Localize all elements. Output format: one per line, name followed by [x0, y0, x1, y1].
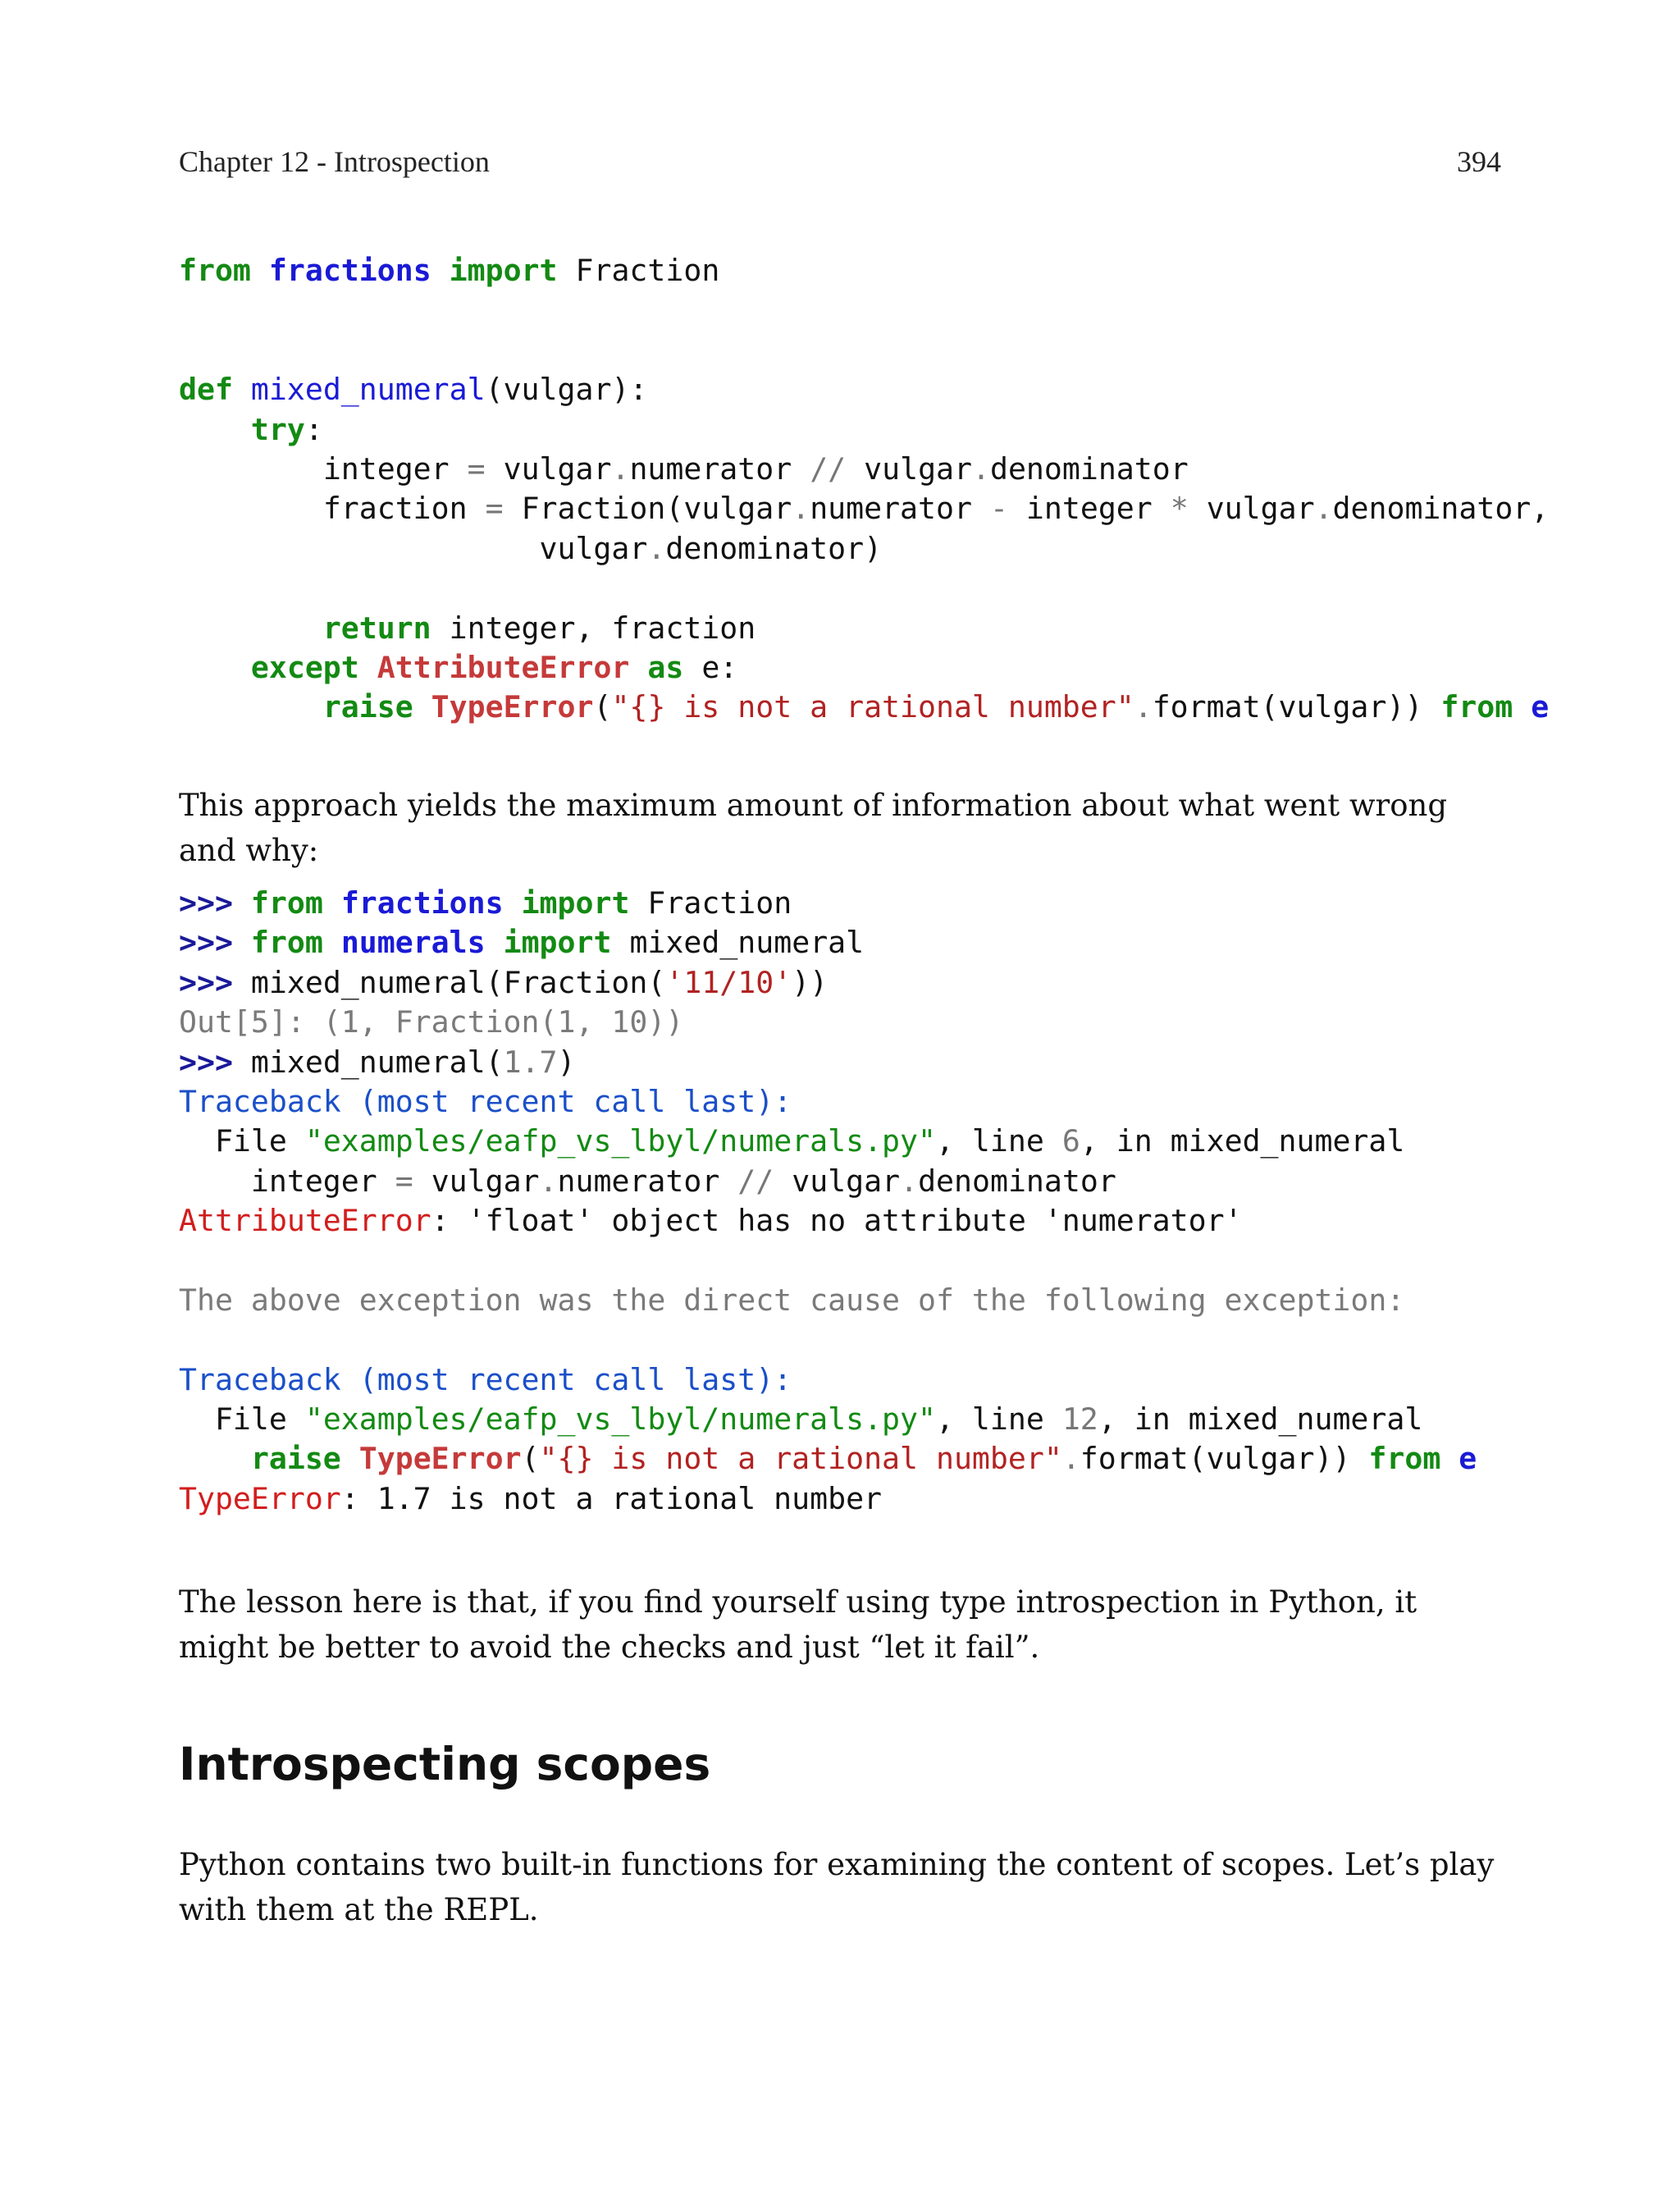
traceback-error-line: TypeError: 1.7 is not a rational number	[179, 1480, 883, 1516]
code-line: raise TypeError("{} is not a rational number".format(vulgar)) from e	[322, 689, 1550, 725]
repl-line: >>> mixed_numeral(1.7)	[179, 1044, 576, 1080]
traceback-source-line: raise TypeError("{} is not a rational number".format(vulgar)) from e	[250, 1441, 1477, 1477]
traceback-file-line: File "examples/eafp_vs_lbyl/numerals.py", line 6, in mixed_numeral	[214, 1123, 1405, 1159]
repl-line-blank	[179, 1241, 1477, 1281]
page-number: 394	[1457, 145, 1501, 178]
code-line-blank	[179, 569, 1549, 608]
body-paragraph: This approach yields the maximum amount of information about what went wrong and why:	[179, 788, 1448, 868]
body-paragraph: The lesson here is that, if you find yourself using type introspection in Python, it might be better to avoid the checks and just “let it fail”.	[179, 1584, 1418, 1665]
traceback-error-line: AttributeError: 'float' object has no attribute 'numerator'	[179, 1203, 1243, 1239]
code-line: from fractions import Fraction	[179, 253, 720, 288]
code-block-mixed-numeral	[179, 251, 1549, 728]
code-line: integer = vulgar.numerator // vulgar.denominator	[322, 450, 1189, 487]
code-block-repl	[179, 884, 1477, 1519]
code-line: def mixed_numeral(vulgar):	[179, 372, 648, 408]
code-line: fraction = Fraction(vulgar.numerator - integer * vulgar.denominator,	[322, 491, 1550, 527]
repl-line: >>> mixed_numeral(Fraction('11/10'))	[179, 964, 829, 1000]
code-line-blank	[179, 290, 1549, 330]
traceback-cause-line: The above exception was the direct cause of the following exception:	[179, 1282, 1405, 1318]
chapter-title: Chapter 12 - Introspection	[179, 145, 490, 178]
repl-line: >>> from fractions import Fraction	[179, 885, 792, 921]
traceback-file-line: File "examples/eafp_vs_lbyl/numerals.py", line 12, in mixed_numeral	[214, 1401, 1423, 1438]
code-line: vulgar.denominator)	[539, 530, 883, 566]
code-line: try:	[250, 411, 323, 447]
code-line: except AttributeError as e:	[250, 649, 738, 685]
repl-line: >>> from numerals import mixed_numeral	[179, 925, 865, 961]
code-line-blank	[179, 331, 1549, 370]
code-line: return integer, fraction	[322, 610, 756, 646]
body-paragraph: Python contains two built-in functions for examining the content of scopes. Let’s play with them at the REPL.	[179, 1847, 1495, 1927]
running-head	[179, 144, 1501, 185]
traceback-source-line: integer = vulgar.numerator // vulgar.denominator	[250, 1163, 1116, 1199]
repl-line-blank	[179, 1320, 1477, 1360]
repl-output-line: Out[5]: (1, Fraction(1, 10))	[179, 1004, 684, 1040]
traceback-header: Traceback (most recent call last):	[179, 1083, 792, 1119]
traceback-header: Traceback (most recent call last):	[179, 1361, 792, 1397]
section-heading: Introspecting scopes	[179, 1738, 711, 1790]
